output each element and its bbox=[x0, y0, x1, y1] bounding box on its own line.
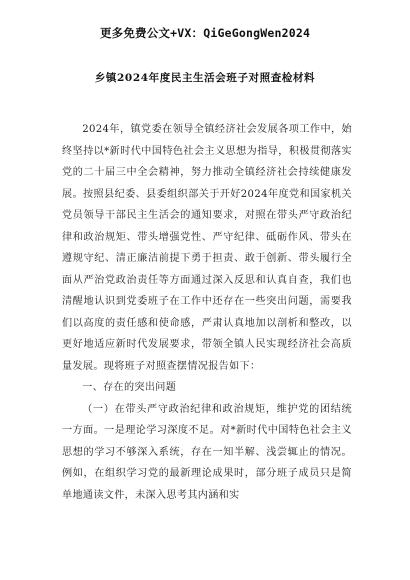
document-body bbox=[62, 119, 352, 506]
document-title: 乡镇2024年度民主生活会班子对照查检材料 bbox=[94, 72, 316, 84]
section-heading: 一、存在的突出问题 bbox=[82, 382, 177, 393]
intro-paragraph: 2024年，镇党委在领导全镇经济社会发展各项工作中，始终坚持以*新时代中国特色社会主义思想为指导，积极贯彻落实党的二十届三中全会精神，努力推动全镇经济社会持续健康发展。按照县纪委、县委组织部关于开好2024年度党和国家机关党员领导干部民主生活会的通知要求，对照在带头严守政治纪律和政治规矩、带头增强党性、严守纪律、砥砺作风、带头在遵规守纪、清正廉洁前提下勇于担责、敢于创新、带头履行全面从严治党政治责任等方面通过深入反思和认真自查，我们也清醒地认识到党委班子在工作中还存在一些突出问题，需要我们以高度的责任感和使命感，严肃认真地加以剖析和整改，以更好地适应新时代发展要求，带领全镇人民实现经济社会高质量发展。现将班子对照查摆情况报告如下： bbox=[62, 124, 352, 372]
subsection-paragraph: （一）在带头严守政治纪律和政治规矩，维护党的团结统一方面。一是理论学习深度不足。对*新时代中国特色社会主义思想的学习不够深入系统，存在一知半解、浅尝辄止的情况。例如，在组织学习党的最新理论成果时，部分班子成员只是简单地通读文件，未深入思考其内涵和实 bbox=[62, 403, 352, 501]
header-note: 更多免费公文+VX：QiGeGongWen2024 bbox=[99, 26, 311, 40]
